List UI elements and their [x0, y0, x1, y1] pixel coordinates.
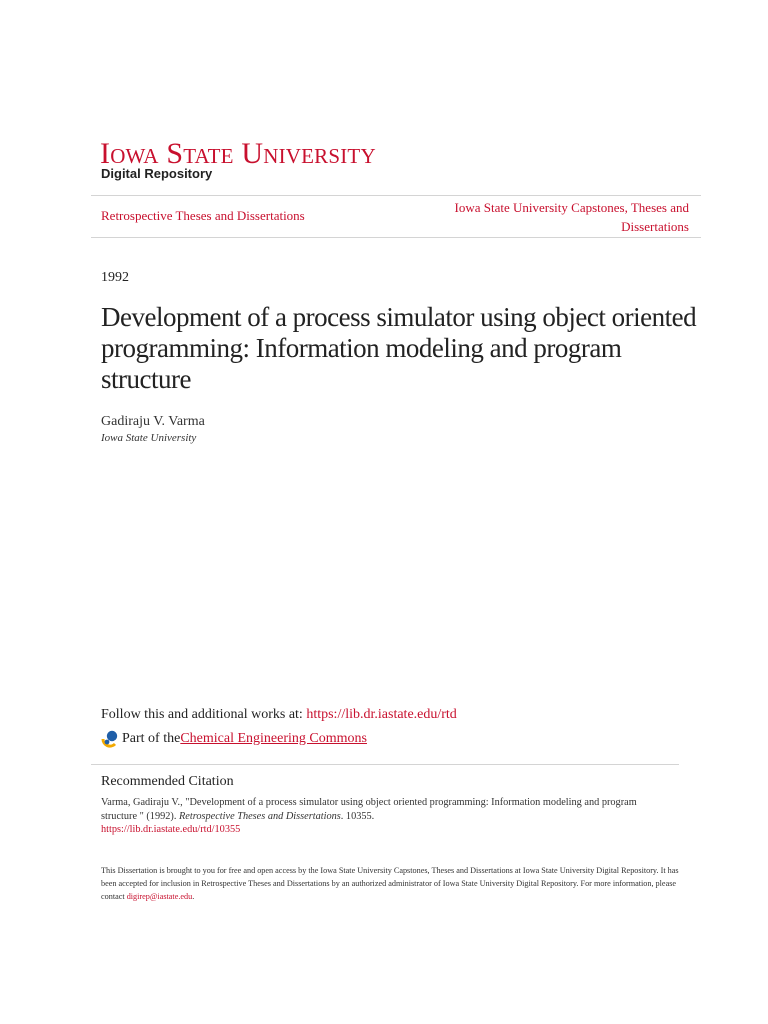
follow-prefix: Follow this and additional works at:	[101, 707, 307, 722]
author-name: Gadiraju V. Varma	[101, 414, 205, 429]
contact-email-link[interactable]: digirep@iastate.edu	[126, 892, 193, 901]
network-commons-icon	[101, 730, 119, 748]
divider-citation	[91, 764, 679, 765]
document-title: Development of a process simulator using object oriented programming: Information modeling and program structure	[101, 302, 697, 394]
footer-notice	[101, 864, 691, 903]
collection-link-rtd[interactable]: Retrospective Theses and Dissertations	[101, 208, 305, 223]
follow-line	[101, 707, 457, 723]
publication-year: 1992	[101, 270, 129, 285]
footer-text: This Dissertation is brought to you for free and open access by the Iowa State University Capstones, Theses and Dissertations at Iowa State University Digital Repository. It has been accepted for inclusion in Retrospective Theses and Dissertations by an authorized administrator of Iowa State University Digital Repository. For more information, please contact	[101, 866, 679, 901]
footer-end: .	[192, 892, 195, 901]
citation-text	[101, 796, 661, 837]
citation-body: Varma, Gadiraju V., "Development of a process simulator using object oriented programming: Information modeling and program structure " (1992).	[101, 797, 637, 822]
citation-number: . 10355.	[340, 810, 375, 822]
commons-link[interactable]: Chemical Engineering Commons	[180, 731, 367, 746]
part-of-line	[101, 730, 367, 748]
part-of-prefix: Part of the	[122, 731, 181, 746]
citation-journal: Retrospective Theses and Dissertations	[178, 810, 341, 822]
university-logo-name: Iowa State University	[100, 137, 376, 170]
divider-top	[91, 195, 701, 196]
author-affiliation: Iowa State University	[101, 432, 197, 444]
divider-bottom	[91, 237, 701, 238]
collection-link-capstones[interactable]: Iowa State University Capstones, Theses and Dissertations	[454, 200, 689, 234]
repository-name: Digital Repository	[101, 166, 213, 181]
citation-heading: Recommended Citation	[101, 774, 234, 789]
citation-url-link[interactable]: https://lib.dr.iastate.edu/rtd/10355	[101, 824, 241, 835]
follow-url-link[interactable]: https://lib.dr.iastate.edu/rtd	[306, 707, 457, 722]
